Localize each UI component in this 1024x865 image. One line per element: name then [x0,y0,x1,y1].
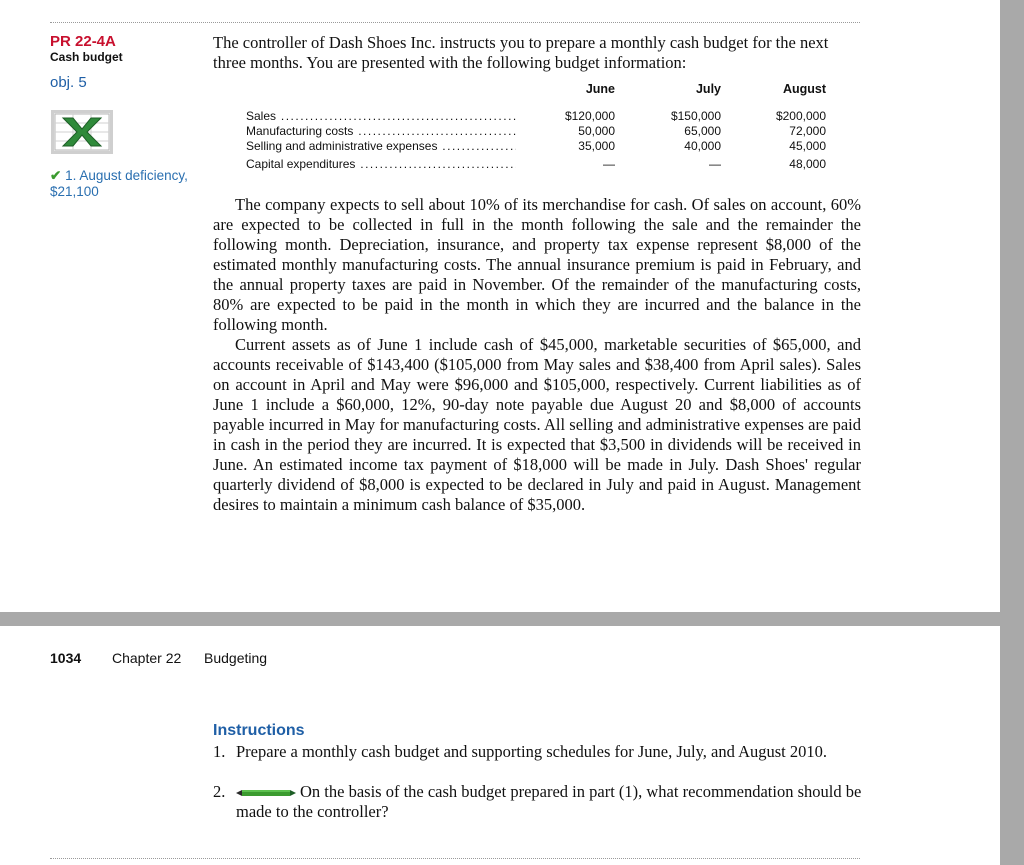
cell-value: — [603,157,615,171]
paragraph-current-assets: Current assets as of June 1 include cash of $45,000, marketable securities of $65,000, and accounts receivable of $143,400 ($105,000 from May sales and $38,400 from April sales). Sales on account in April and May were $96,000 and $105,000, respectively. Current liabilities as of June 1 include a $60,000, 12%, 90-day note payable due August 20 and $8,000 of accounts payable incurred in May for manufacturing costs. All selling and administrative expenses are paid in cash in the period they are incurred. It is expected that $3,500 in dividends will be received in June. An estimated income tax payment of $18,000 will be made in July. Dash Shoes' regular quarterly dividend of $8,000 is expected to be declared in July and paid in August. Management desires to maintain a minimum cash balance of $35,000. [213,335,861,514]
cell-value: 50,000 [578,124,615,138]
table-row [246,157,836,172]
column-header-july: July [695,82,721,96]
row-label: Manufacturing costs ..... [246,124,516,138]
cell-value: 45,000 [789,139,826,153]
cell-value: 65,000 [684,124,721,138]
check-figure [50,168,200,200]
page-number: 1034 [50,650,82,666]
instruction-number: 2. [213,782,226,801]
problem-intro: The controller of Dash Shoes Inc. instructs you to prepare a monthly cash budget for the next three months. You are presented with the following budget information: [213,33,829,72]
instruction-text: On the basis of the cash budget prepared in part (1), what recommendation should be made to the controller? [236,782,862,821]
paragraph-sales-collections: The company expects to sell about 10% of its merchandise for cash. Of sales on account, 60% are expected to be collected in full in the month following the sale and the remainder the following month. Depreciation, insurance, and property tax expense represent $8,000 of the estimated monthly manufacturing costs. The annual insurance premium is paid in February, and the annual property taxes are paid in November. Of the remainder of the manufacturing costs, 80% are expected to be paid in the month in which they are incurred and the balance in the following month. [213,195,861,334]
instruction-text-wrapper [236,782,866,822]
instructions-heading: Instructions [213,722,305,739]
instruction-number: 1. [213,742,226,761]
cell-value: 48,000 [789,157,826,171]
cell-value: $200,000 [775,109,826,123]
chapter-label: Chapter 22 [112,650,182,666]
cell-value: 40,000 [684,139,721,153]
column-header-june: June [585,82,615,96]
cell-value: 35,000 [578,139,615,153]
problem-subtitle: Cash budget [50,50,123,64]
cell-value: $120,000 [564,109,615,123]
problem-number: PR 22-4A [50,33,116,50]
cell-value: 72,000 [789,124,826,138]
excel-icon[interactable] [51,110,113,154]
table-row [246,124,836,139]
row-label: Capital expenditures ..... [246,157,516,171]
learning-objective: obj. 5 [50,74,87,91]
row-label: Selling and administrative expenses ..... [246,139,516,153]
table-row [246,139,836,154]
cell-value: $150,000 [670,109,721,123]
instruction-text: Prepare a monthly cash budget and supporting schedules for June, July, and August 2010. [236,742,827,761]
textbook-page-bottom [0,626,1000,865]
column-header-august: August [782,82,826,96]
bottom-divider [50,858,860,859]
table-row [246,109,836,124]
cell-value: — [709,157,721,171]
pencil-icon [236,788,296,798]
top-divider [50,22,860,23]
check-figure-text: 1. August deficiency, $21,100 [50,168,188,199]
section-label: Budgeting [204,650,268,666]
checkmark-icon: ✔ [50,168,62,183]
row-label: Sales ..... [246,109,516,123]
